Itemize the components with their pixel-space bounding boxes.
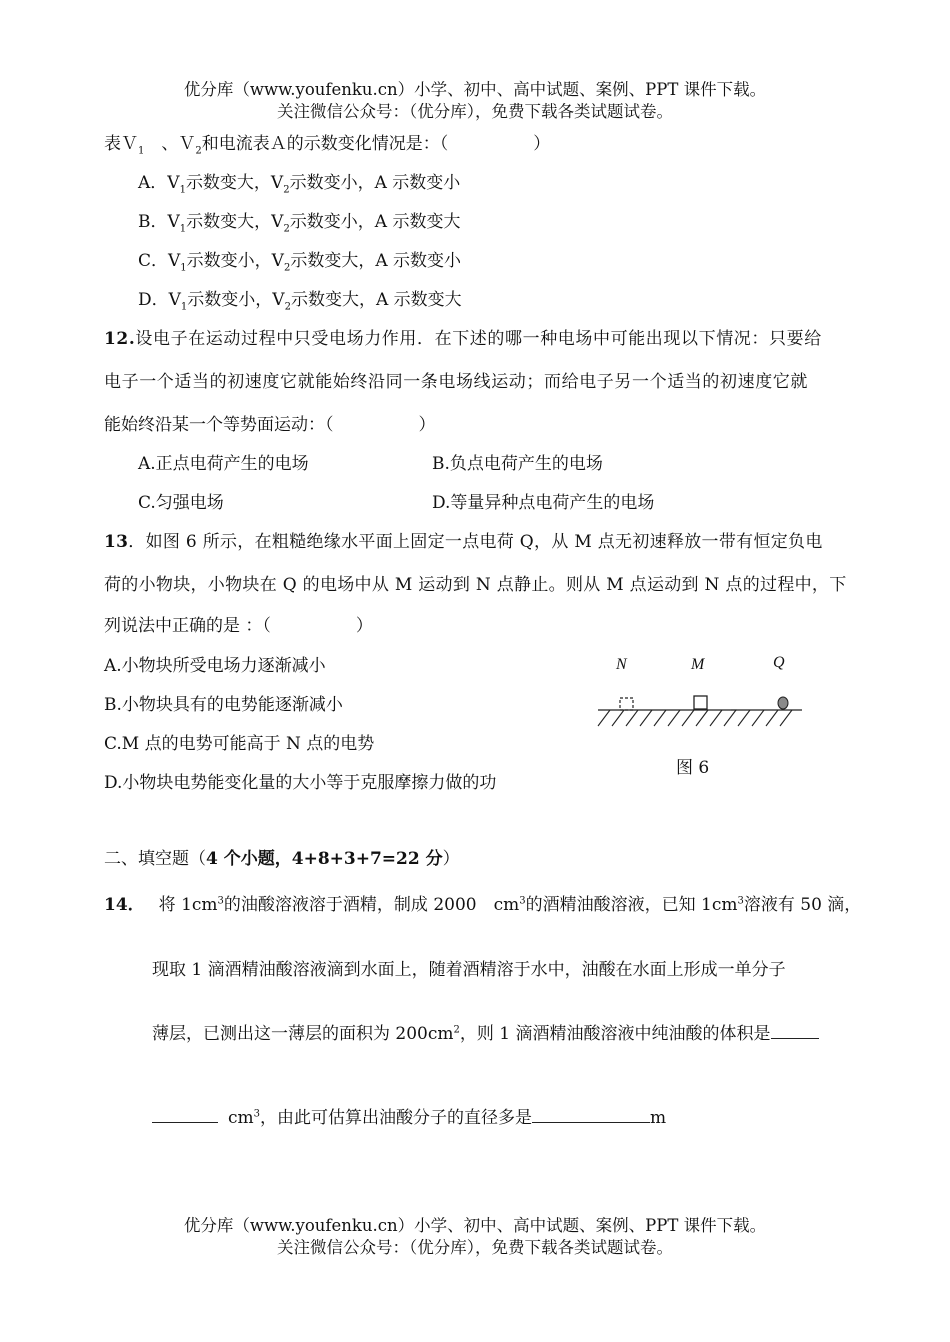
q12-line-2: 电子一个适当的初速度它就能始终沿同一条电场线运动；而给电子另一个适当的初速度它就 xyxy=(104,372,808,392)
block-n-dashed xyxy=(620,698,633,710)
charge-q xyxy=(778,697,788,709)
q11-stem: 表Ｖ$_1$ 、Ｖ$_2$和电流表Ａ的示数变化情况是：（ ） xyxy=(104,134,551,157)
q14-line-3: 薄层，已测出这一薄层的面积为 $200cm^2$，则 1 滴酒精油酸溶液中纯油酸的体积是 xyxy=(152,1019,819,1044)
q12-option-b: B.负点电荷产生的电场 xyxy=(432,454,603,474)
q12-line-3: 能始终沿某一个等势面运动：（ ） xyxy=(104,415,436,435)
q11-option-a: A．$V_1$示数变大，$V_2$示数变小，A 示数变小 xyxy=(138,173,461,196)
q14-line-1: 14． 将 $1cm^3$的油酸溶液溶于酒精，制成 2000 $cm^3$的酒精油酸溶液，已知 $1cm^3$溶液有 50 滴， xyxy=(104,895,862,915)
figure-label-m: M xyxy=(691,656,705,673)
q12-number: 12. xyxy=(104,329,136,349)
q14-number: 14 xyxy=(104,895,128,915)
header-line-1: 优分库（www.youfenku.cn）小学、初中、高中试题、案例、PPT 课件下载。 xyxy=(183,80,767,99)
q13-line-1: 13．如图 6 所示，在粗糙绝缘水平面上固定一点电荷 Q，从 M 点无初速释放一带有恒定负电 xyxy=(104,532,823,552)
q11-option-b: B．$V_1$示数变大，$V_2$示数变小，A 示数变大 xyxy=(138,212,461,235)
q12-option-d: D.等量异种点电荷产生的电场 xyxy=(432,493,655,513)
q14-line-2: 现取 1 滴酒精油酸溶液滴到水面上，随着酒精溶于水中，油酸在水面上形成一单分子 xyxy=(152,960,786,980)
q11-option-d: D．$V_1$示数变小，$V_2$示数变大，A 示数变大 xyxy=(138,290,462,313)
q13-option-c: C.M 点的电势可能高于 N 点的电势 xyxy=(104,734,375,754)
figure-label-n: N xyxy=(616,656,627,673)
q13-line-2: 荷的小物块，小物块在 Q 的电场中从 M 运动到 N 点静止。则从 M 点运动到 N 点的过程中，下 xyxy=(104,575,847,595)
footer-line-1: 优分库（www.youfenku.cn）小学、初中、高中试题、案例、PPT 课件下载。 xyxy=(183,1216,767,1235)
q13-line-3: 列说法中正确的是 ：（ ） xyxy=(104,616,373,636)
q13-option-d: D.小物块电势能变化量的大小等于克服摩擦力做的功 xyxy=(104,773,497,793)
q13-option-b: B.小物块具有的电势能逐渐减小 xyxy=(104,695,343,715)
ground-hatching xyxy=(598,710,792,726)
figure-6-diagram xyxy=(590,688,810,732)
q11-option-c: C．$V_1$示数变小，$V_2$示数变大，A 示数变小 xyxy=(138,251,462,274)
q14-line-4: $cm^3$，由此可估算出油酸分子的直径多是 m xyxy=(152,1103,666,1128)
block-m xyxy=(694,696,707,709)
answer-blank-volume[interactable] xyxy=(152,1121,218,1123)
figure-label-q: Q xyxy=(773,654,785,671)
q13-number: 13 xyxy=(104,532,129,552)
answer-blank-diameter[interactable] xyxy=(532,1121,650,1123)
q13-option-a: A.小物块所受电场力逐渐减小 xyxy=(104,656,326,676)
figure-caption: 图 6 xyxy=(676,758,710,778)
footer-line-2: 关注微信公众号：（优分库），免费下载各类试题试卷。 xyxy=(277,1238,673,1257)
q12-option-a: A.正点电荷产生的电场 xyxy=(138,454,309,474)
header-line-2: 关注微信公众号：（优分库），免费下载各类试题试卷。 xyxy=(277,102,673,121)
q12-line-1: 12.设电子在运动过程中只受电场力作用．在下述的哪一种电场中可能出现以下情况：只要给 xyxy=(104,329,822,349)
q12-option-c: C.匀强电场 xyxy=(138,493,224,513)
answer-blank-volume-start[interactable] xyxy=(771,1037,819,1039)
section-2-title: 二、填空题（4 个小题，4+8+3+7=22 分） xyxy=(104,849,460,869)
